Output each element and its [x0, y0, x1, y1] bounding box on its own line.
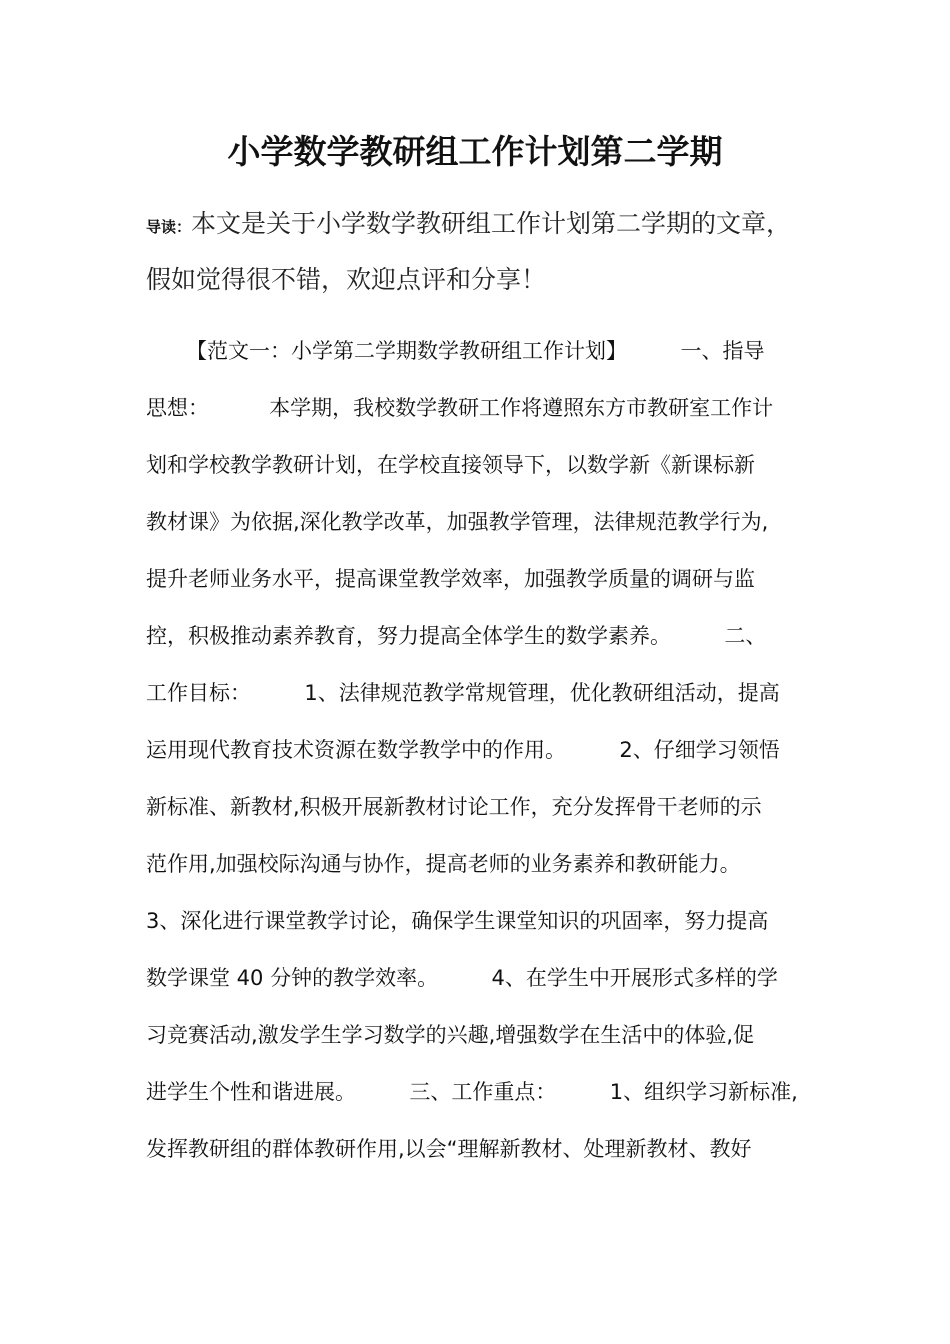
body-line: 发挥教研组的群体教研作用,以会“理解新教材、处理新教材、教好: [146, 1137, 752, 1161]
body-line: 数学课堂 40 分钟的教学效率。 4、在学生中开展形式多样的学: [146, 966, 778, 990]
intro-line-2: [146, 265, 826, 295]
intro-line-1: [146, 209, 826, 242]
body-line: 运用现代教育技术资源在数学教学中的作用。 2、仔细学习领悟: [146, 738, 780, 762]
body-line: 划和学校教学教研计划，在学校直接领导下，以数学新《新课标新: [146, 453, 755, 477]
body-line: 提升老师业务水平，提高课堂教学效率，加强教学质量的调研与监: [146, 567, 755, 591]
body-line: 范作用,加强校际沟通与协作，提高老师的业务素养和教研能力。: [146, 852, 741, 876]
body-line: 习竞赛活动,激发学生学习数学的兴趣,增强数学在生活中的体验,促: [146, 1023, 755, 1047]
body-line: 进学生个性和谐进展。 三、工作重点： 1、组织学习新标准,: [146, 1080, 798, 1104]
body-line: 思想： 本学期，我校数学教研工作将遵照东方市教研室工作计: [146, 396, 774, 420]
body-line: 【范文一：小学第二学期数学教研组工作计划】 一、指导: [146, 339, 765, 363]
body-line: 新标准、新教材,积极开展新教材讨论工作，充分发挥骨干老师的示: [146, 795, 762, 819]
body-line: 教材课》为依据,深化教学改革，加强教学管理，法律规范教学行为,: [146, 510, 769, 534]
body-line: 工作目标： 1、法律规范教学常规管理，优化教研组活动，提高: [146, 681, 780, 705]
intro-label: 导读：: [146, 218, 192, 236]
intro-text-2: 假如觉得很不错，欢迎点评和分享！: [146, 265, 547, 294]
body-line: 控，积极推动素养教育，努力提高全体学生的数学素养。 二、: [146, 624, 767, 648]
document-title: 小学数学教研组工作计划第二学期: [227, 132, 723, 171]
body-line: 3、深化进行课堂教学讨论，确保学生课堂知识的巩固率，努力提高: [146, 909, 769, 933]
intro-text-1: 本文是关于小学数学教研组工作计划第二学期的文章，: [191, 209, 792, 238]
